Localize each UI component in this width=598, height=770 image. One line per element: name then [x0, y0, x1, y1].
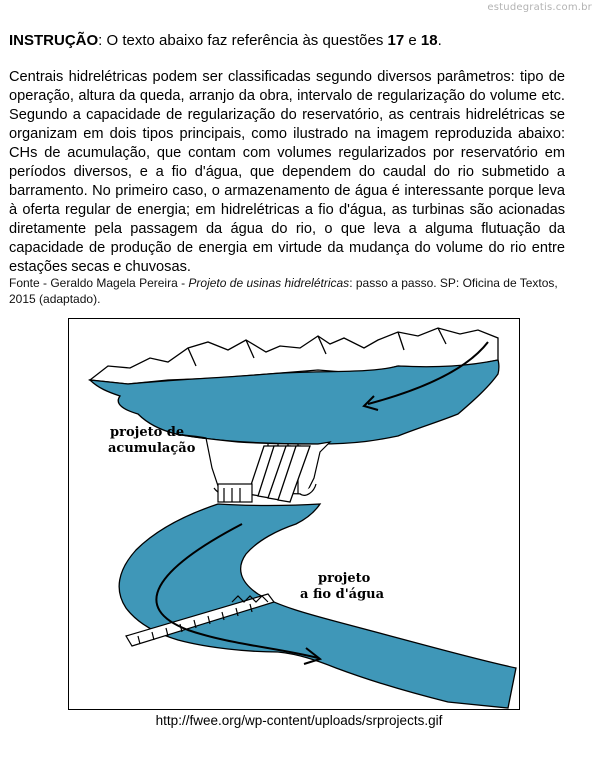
body-paragraph: Centrais hidrelétricas podem ser classificadas segundo diversos parâmetros: tipo de operação, altura da queda, arranjo da obra, intervalo de regularização do volume etc. Segundo a capacidade de regularização do reservatório, as centrais hidrelétricas se organizam em dois tipos principais, como ilustrado na imagem reproduzida abaixo: CHs de acumulação, que contam com volumes regularizados por reservatório em períodos diversos, e a fio d'água, que dependem do caudal do rio submetido a barramento. No primeiro caso, o armazenamento de água é interessante porque leva à oferta regular de energia; em hidrelétricas a fio d'água, as turbinas são acionadas diretamente pela passagem da água do rio, o que leva a alguma flutuação da capacidade de produção de energia em virtude da mudança do volume do rio entre estações secas e chuvosas.: [9, 69, 565, 275]
instruction-end: .: [437, 32, 442, 49]
source-prefix: Fonte - Geraldo Magela Pereira -: [9, 276, 189, 290]
label-accumulation-line2: acumulação: [108, 441, 196, 456]
question-number-1: 17: [387, 32, 405, 49]
watermark: estudegratis.com.br: [487, 2, 592, 13]
image-source-url: http://fwee.org/wp-content/uploads/srprojects.gif: [155, 713, 443, 728]
source-suffix: : passo a passo. SP: Oficina de Textos, 2015 (adaptado).: [9, 276, 558, 306]
hydro-illustration: [68, 318, 520, 710]
powerhouse: [218, 484, 252, 502]
source-citation: [9, 276, 569, 307]
instruction-label: INSTRUÇÃO: [9, 32, 99, 49]
instruction-text: : O texto abaixo faz referência às questões: [98, 32, 388, 49]
label-accumulation-line1: projeto de: [110, 425, 185, 440]
label-run-of-river-line2: a fio d'água: [300, 587, 385, 602]
question-number-2: 18: [420, 32, 438, 49]
source-title: Projeto de usinas hidrelétricas: [188, 276, 350, 290]
label-run-of-river-line1: projeto: [318, 571, 371, 586]
instruction-conjunction: e: [404, 32, 421, 49]
hydro-illustration-svg: [68, 318, 520, 710]
instruction-line: [9, 32, 442, 50]
